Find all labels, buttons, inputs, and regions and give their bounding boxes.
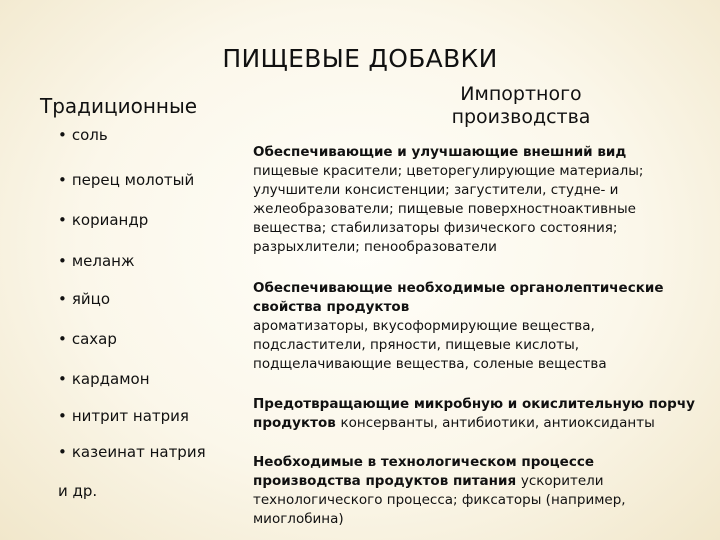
imported-heading: Импортного производства [451,83,591,128]
traditional-heading: Традиционные [40,94,198,118]
group-description: консерванты, антибиотики, антиоксиданты [340,415,655,431]
etc-text: и др. [58,482,98,500]
bullet-icon: • [58,126,67,144]
list-item [58,290,110,308]
list-item-label: перец молотый [71,171,195,189]
group-title: Обеспечивающие и улучшающие внешний вид [253,144,627,160]
list-item-label: кориандр [71,211,149,229]
list-item [58,443,206,461]
group-technological [253,453,698,529]
bullet-icon: • [58,211,67,229]
group-title: Необходимые в технологическом процессе производства продуктов питания [253,454,594,489]
list-item-label: сахар [71,330,117,348]
group-appearance [253,143,698,257]
list-item [58,330,117,348]
list-item [58,211,148,229]
group-title: Предотвращающие микробную и окислительную порчу продуктов [253,396,695,431]
list-item [58,171,194,189]
group-title: Обеспечивающие необходимые органолептические свойства продуктов [253,280,664,315]
bullet-icon: • [58,290,67,308]
bullet-icon: • [58,330,67,348]
group-description: ароматизаторы, вкусоформирующие вещества, подсластители, пряности, пищевые кислоты, подщелачивающие вещества, соленые вещества [253,318,607,372]
list-item-label: яйцо [71,290,111,308]
group-preservation [253,395,698,433]
list-item [58,252,135,270]
group-description: пищевые красители; цветорегулирующие материалы; улучшители консистенции; загустители, студне- и желеобразователи; пищевые поверхностноактивные вещества; стабилизаторы физического состояния; разрыхлители; пенообразователи [253,163,644,255]
list-item [58,126,108,144]
group-description: ускорители технологического процесса; фиксаторы (например, миоглобина) [253,473,626,527]
list-item-label: нитрит натрия [71,407,189,425]
slide-title: ПИЩЕВЫЕ ДОБАВКИ [222,44,498,73]
group-organoleptic [253,279,698,374]
list-item-label: кардамон [71,370,150,388]
list-item-label: меланж [71,252,135,270]
bullet-icon: • [58,407,67,425]
list-item [58,370,150,388]
list-item-label: казеинат натрия [71,443,206,461]
bullet-icon: • [58,171,67,189]
list-item [58,407,189,425]
bullet-icon: • [58,370,67,388]
bullet-icon: • [58,443,67,461]
list-item-label: соль [71,126,108,144]
bullet-icon: • [58,252,67,270]
